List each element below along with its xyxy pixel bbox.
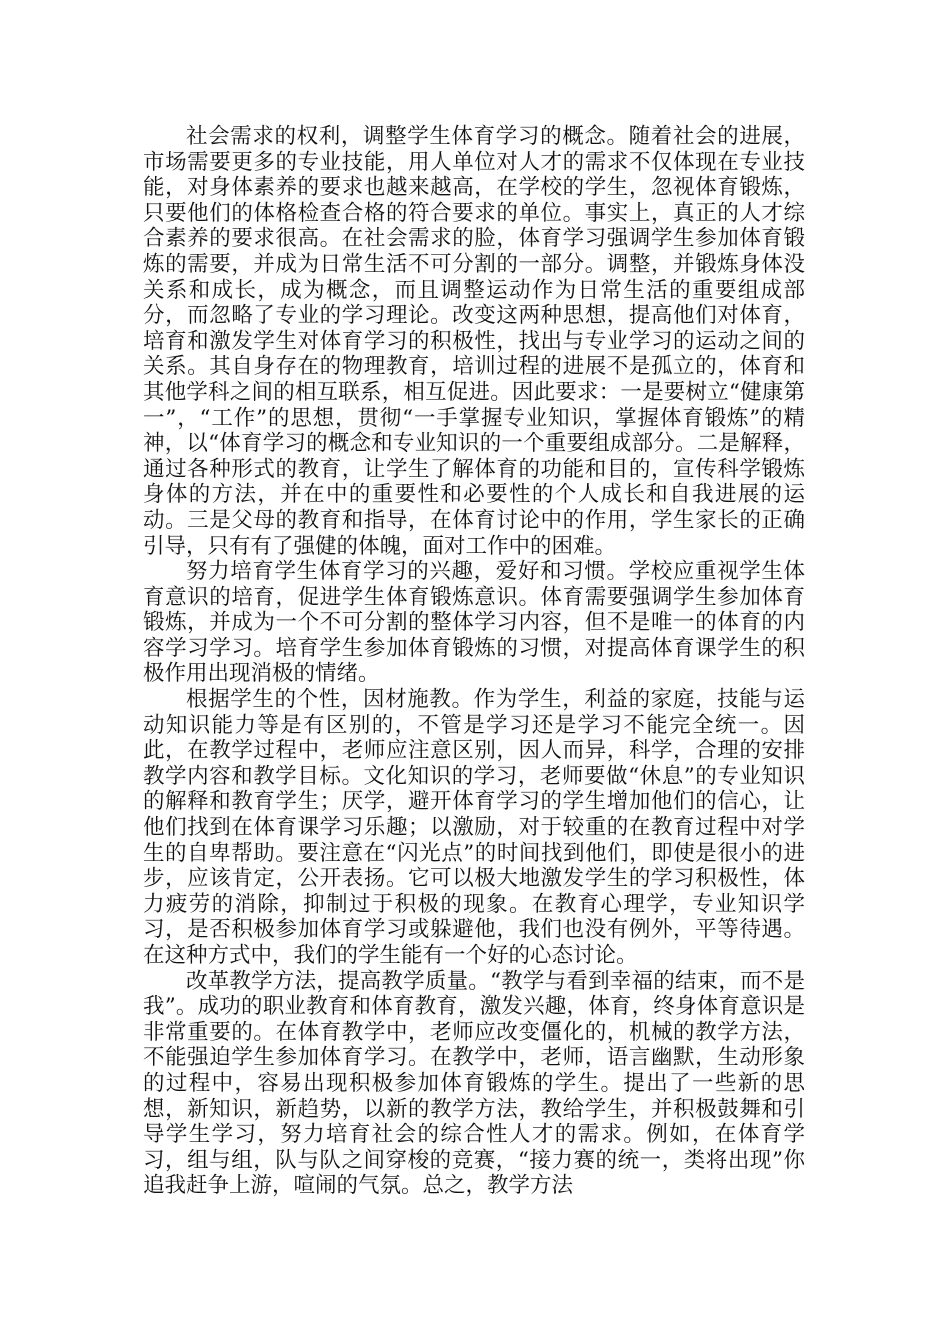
paragraph: 社会需求的权利，调整学生体育学习的概念。随着社会的进展，市场需要更多的专业技能，用人单位对人才的需求不仅体现在专业技能，对身体素养的要求也越来越高，在学校的学生，忽视体育锻炼，只要他们的体格检查合格的符合要求的单位。事实上，真正的人才综合素养的要求很高。在社会需求的脸，体育学习强调学生参加体育锻炼的需要，并成为日常生活不可分割的一部分。调整，并锻炼身体没关系和成长，成为概念，而且调整运动作为日常生活的重要组成部分，而忽略了专业的学习理论。改变这两种思想，提高他们对体育，培育和激发学生对体育学习的积极性，找出与专业学习的运动之间的关系。其自身存在的物理教育，培训过程的进展不是孤立的，体育和其他学科之间的相互联系，相互促进。因此要求：一是要树立“健康第一”，“工作”的思想，贯彻“一手掌握专业知识，掌握体育锻炼”的精神，以“体育学习的概念和专业知识的一个重要组成部分。二是解释，通过各种形式的教育，让学生了解体育的功能和目的，宣传科学锻炼身体的方法，并在中的重要性和必要性的个人成长和自我进展的运动。三是父母的教育和指导，在体育讨论中的作用，学生家长的正确引导，只有有了强健的体魄，面对工作中的困难。 xyxy=(143,124,805,559)
paragraph: 改革教学方法，提高教学质量。“教学与看到幸福的结束，而不是我”。成功的职业教育和体育教育，激发兴趣，体育，终身体育意识是非常重要的。在体育教学中，老师应改变僵化的，机械的教学方法，不能强迫学生参加体育学习。在教学中，老师，语言幽默，生动形象的过程中，容易出现积极参加体育锻炼的学生。提出了一些新的思想，新知识，新趋势，以新的教学方法，教给学生，并积极鼓舞和引导学生学习，努力培育社会的综合性人才的需求。例如，在体育学习，组与组，队与队之间穿梭的竞赛，“接力赛的统一，类将出现”你追我赶争上游，喧闹的气氛。总之，教学方法 xyxy=(143,968,805,1199)
paragraph: 根据学生的个性，因材施教。作为学生，利益的家庭，技能与运动知识能力等是有区别的，不管是学习还是学习不能完全统一。因此，在教学过程中，老师应注意区别，因人而异，科学，合理的安排教学内容和教学目标。文化知识的学习，老师要做“休息”的专业知识的解释和教育学生；厌学，避开体育学习的学生增加他们的信心，让他们找到在体育课学习乐趣；以激励，对于较重的在教育过程中对学生的自卑帮助。要注意在“闪光点”的时间找到他们，即使是很小的进步，应该肯定，公开表扬。它可以极大地激发学生的学习积极性，体力疲劳的消除，抑制过于积极的现象。在教育心理学，专业知识学习，是否积极参加体育学习或躲避他，我们也没有例外，平等待遇。在这种方式中，我们的学生能有一个好的心态讨论。 xyxy=(143,687,805,968)
document-body xyxy=(143,124,805,1199)
paragraph: 努力培育学生体育学习的兴趣，爱好和习惯。学校应重视学生体育意识的培育，促进学生体育锻炼意识。体育需要强调学生参加体育锻炼，并成为一个不可分割的整体学习内容，但不是唯一的体育的内容学习学习。培育学生参加体育锻炼的习惯，对提高体育课学生的积极作用出现消极的情绪。 xyxy=(143,559,805,687)
